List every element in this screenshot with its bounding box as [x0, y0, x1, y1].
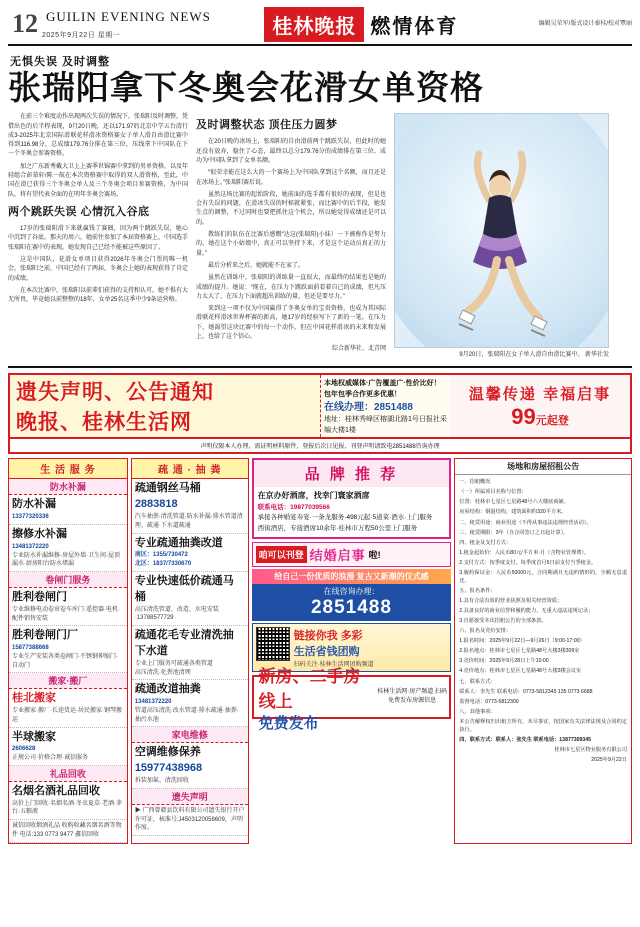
article-paragraph: 来到这一项不仅为中国赢得了冬奥女单的宝贵资格，也成为其国际滑联花样滑冰世界杯赛的新高，她17岁的经验写下了新的一笔。在压力下，她渴望这块比赛中的每一个动作，但在中国花样滑冰的未来和发展上，也给了这个信心。	[196, 306, 386, 340]
classified-column-promotions	[252, 458, 452, 843]
page-folio: 12	[12, 9, 38, 38]
lead-article	[8, 46, 632, 368]
classified-ad[interactable]	[132, 680, 248, 727]
group-buy-note: 扫码关注·桂林生活网团购频道	[293, 662, 374, 669]
ad-title: 专业疏通抽粪改道	[134, 536, 223, 549]
brand-line-1: 在京办好酒席，找幸门寰家酒席	[257, 491, 370, 501]
classified-ad[interactable]	[9, 782, 127, 820]
ad-note: 专业防水补漏维修·房屋外墙·卫生间·屋顶漏水·厨房阳台防水堵漏	[12, 552, 120, 568]
notice-paragraph: 4.竞价地点：桂林市七星区七星路48号大楼3楼会议室	[459, 668, 582, 675]
notice-footer-contact: 四、联系方式：联系人：张先生 联系电话：13877309345	[459, 736, 592, 743]
notice-paragraph: 监督电话：0773-5812300	[459, 698, 519, 705]
classified-column-drainage	[131, 458, 249, 843]
classified-section	[8, 458, 632, 843]
ad-note: 正规公司·价格合理·诚信服务	[12, 755, 88, 762]
notice-body	[455, 475, 631, 769]
marriage-tag: 咱可以刊登	[256, 546, 307, 563]
subcategory-gift-recycling: 礼品回收	[9, 766, 127, 782]
banner-line-1: 遗失声明、公告通知	[16, 381, 214, 405]
public-notice-column	[454, 458, 632, 843]
notice-paragraph: 三、租赁期限：3年（自合同签订之日起计算）。	[459, 529, 569, 536]
notice-paragraph: 四、租金及支付方式：	[459, 539, 512, 546]
marriage-suffix: 啦!	[368, 550, 381, 561]
ad-note: 专业上门服务可疏通各类管道	[134, 660, 213, 667]
banner-subnote: 声明仅限本人办理，需证明材料原件，登报后次日见报，刊登声明请致电2851488咨询办理	[8, 439, 632, 454]
marriage-title: 结婚启事	[309, 548, 366, 564]
ad-note: 高压清洗管道、改造、水电安装·13788577729	[134, 606, 219, 622]
notice-paragraph: 一、招租概况	[459, 479, 491, 486]
classified-ad[interactable]	[132, 626, 248, 680]
housing-promo-note: 桂林生活网·房产频道 扫码免费发布房源信息	[377, 689, 447, 705]
banner-benefit-2: 包年包季合作更多优惠！	[324, 390, 401, 398]
ad-note: 高压清洗·化粪池清理	[134, 669, 191, 676]
subcategory-moving: 搬家·搬厂	[9, 673, 127, 689]
ad-phone: 13481372220	[12, 543, 49, 550]
article-body	[8, 113, 632, 360]
group-buy-line-2: 生活省钱团购	[293, 646, 360, 659]
article-headline: 张瑞阳拿下冬奥会花滑女单资格	[8, 71, 484, 107]
notice-footer-date: 2025年9月22日	[591, 757, 628, 764]
notice-paragraph: （一）所属项目名称与位置：	[459, 489, 527, 496]
ad-title: 空调维修保养15977438968	[134, 746, 203, 775]
ad-title: 专业快速低价疏通马桶	[134, 574, 234, 603]
ad-title: 名烟名酒礼品回收	[12, 784, 100, 797]
ad-title: 疏通改道抽粪	[134, 683, 201, 696]
article-paragraph: 教练们的队伍在比赛后感慨“达这(张瑞阳)小妹）一下被称作是努力的。她在这个小姑娘中，真正可以坚持下来，才是这个运动员真正的力量。”	[196, 232, 386, 257]
article-paragraph: 在前三个难度动作出现两次失误的情况下，张瑞阳及时调整，凭借出色的后半程表现，9月20日晚，还以171.97的北京中学五台湾行成3-2025年北京国际滑联花样滑冰资格赛女子单人滑自由滑比赛中得到116.98分，总成绩179.76分排在第三位，压线拿下中国队在下一个冬奥会参赛资格。	[8, 114, 189, 158]
article-column-1	[8, 113, 188, 360]
ad-phone: 2606628	[12, 746, 36, 753]
category-header-life-services: 生 活 服 务	[9, 459, 127, 479]
photo-caption: 9月20日，张瑞阳在女子单人滑自由滑比赛中。 新华社发	[459, 352, 609, 359]
notice-paragraph: 1.租金起始价：人民币80元/平方米·月（含物业管理费）。	[459, 549, 590, 556]
ad-note: 管道高压清洗·改水管道·排水疏通·抽粪·抽污水池	[134, 707, 239, 723]
notice-paragraph: 位置：桂林市七星区七星路48号六大楼底商铺。	[459, 499, 569, 506]
article-paragraph: “很荣幸能在这么大的一个赛场上为中国队拿到这个名额，而且还是在冰场上。”张瑞阳赛后说。	[196, 170, 386, 186]
banner-online-number[interactable]: 在线办理：2851488	[324, 402, 413, 414]
banner-right	[450, 375, 630, 437]
banner-middle	[320, 375, 450, 437]
article-photo-column	[394, 113, 609, 360]
subcategory-loss-declaration: 遗失声明	[132, 789, 248, 805]
housing-promo-left	[254, 662, 375, 733]
ad-title: 桂北搬家	[12, 692, 56, 705]
notice-paragraph: 1.报名时间：2025年9月22日—9月26日（9:00-17:00）	[459, 638, 585, 645]
ad-title: 胜利卷闸门厂	[12, 629, 78, 642]
classified-ad[interactable]	[9, 689, 127, 727]
brand-recommendation-ad[interactable]	[252, 458, 452, 539]
ad-phone: 北区：1837/7330670	[134, 561, 192, 568]
ad-title: 疏通花毛专业清洗抽下水道	[134, 629, 234, 658]
article-paragraph: 这是中国队，花滑女单项目获得2026年冬奥会门票的唯一机会，张瑞阳之前，中国已经有了两届，冬奥会上她的表现获得了肯定的成绩。	[8, 256, 189, 282]
brand-recommendation-title: 品 牌 推 荐	[254, 460, 450, 487]
brand-recommendation-body	[254, 487, 450, 537]
article-subhead-1: 两个跳跃失误 心情沉入谷底	[8, 205, 150, 218]
article-paragraph: 在本次比赛中，张瑞阳以前辈们获得的支持和认可，她不惧有大无所畏，毕竟她以前整整的18年，女单25名这季中少9条运营格。	[8, 287, 189, 304]
classified-ad[interactable]	[9, 626, 127, 673]
newspaper-english-name: GUILIN EVENING NEWS	[46, 8, 211, 24]
brand-line-2[interactable]: 联系电话：19877039566	[257, 504, 330, 512]
notice-paragraph: 五、报名条件：	[459, 587, 496, 594]
article-source: 综合新华社、北青网	[331, 346, 386, 353]
figure-skater-illustration	[427, 142, 577, 342]
hotline-label: 在线咨询办理：	[323, 587, 380, 597]
classified-ad[interactable]	[9, 728, 127, 766]
notice-paragraph: 六、报名及竞价安排：	[459, 628, 512, 635]
notice-paragraph: 2.具备良好的商业信誉和履约能力，无重大违法违规记录；	[459, 608, 594, 615]
ad-note: 诚信回收烟酒礼品 收购收藏名烟名酒等物件 电话:133 0773 9477 鑫信回收	[12, 823, 122, 838]
classified-ad[interactable]	[132, 572, 248, 626]
ad-note: 汽车抽粪·清洗管道·防水补漏·排水管道清理、疏通·下水道疏通	[134, 514, 243, 529]
classified-ad[interactable]	[132, 534, 248, 572]
classified-ad[interactable]	[9, 525, 127, 572]
banner-benefit-1: 本地权威媒体·广告覆盖广·性价比好！	[324, 380, 441, 388]
marriage-announcement-bar[interactable]	[252, 542, 452, 567]
ad-note: 专业搬家·搬厂·长途货运·居民搬家·钢琴搬运	[12, 708, 122, 723]
ad-title: 胜利卷闸门	[12, 590, 67, 603]
ad-note: 拆装加氟、清洗回收	[134, 778, 189, 785]
housing-promo-line-2: 免费发布	[258, 714, 319, 732]
notice-footer-company: 桂林市七星区物业服务有限公司	[554, 746, 628, 753]
category-header-drainage: 疏 通 · 抽 粪	[132, 459, 248, 479]
article-subhead-2: 及时调整状态 顶住压力圆梦	[196, 119, 338, 132]
qr-code-icon[interactable]	[256, 627, 290, 661]
article-photo	[394, 113, 609, 348]
masthead-credits: 编辑吴荣军/版式设计秦桂/校对覃丽	[538, 20, 632, 27]
article-kicker: 无惧失误 及时调整	[10, 56, 111, 68]
group-buy-line-1: 链接你我 多彩	[293, 630, 363, 643]
ad-title: 擦修水补漏	[12, 527, 67, 540]
classified-banner-ad[interactable]	[8, 373, 632, 439]
masthead-center	[211, 7, 512, 42]
article-column-2	[196, 113, 386, 360]
ad-title: 半球搬家	[12, 730, 56, 743]
article-paragraph: 最后分析来之后，她就能不在家了。	[208, 262, 305, 269]
housing-promo-line-1: 新房、二手房线上	[258, 666, 361, 711]
ad-title: 疏通钢丝马桶 2883818	[134, 482, 201, 511]
notice-paragraph: 本公告解释权归出租方所有。未尽事宜，按国家有关法律法规及合同约定执行。	[459, 718, 628, 733]
section-title: 燃情体育	[370, 15, 459, 38]
classified-column-life-services	[8, 458, 128, 843]
hotline-block[interactable]	[252, 584, 452, 621]
notice-paragraph: 联系人：李先生 联系电话：0773-5812345 135 0773 6688	[459, 688, 593, 695]
notice-paragraph: 八、其他事项：	[459, 708, 496, 715]
notice-paragraph: 3.履约保证金：人民币50000元，合同期满且无违约情形的，全额无息退还。	[459, 569, 628, 584]
classified-ad[interactable]	[9, 588, 127, 626]
notice-title: 场地和房屋招租公告	[455, 459, 631, 475]
banner-address: 地址：桂林秀峰区榕湖北路1号日报社采编大楼1楼	[324, 416, 447, 434]
masthead-left	[42, 9, 211, 40]
notice-paragraph: 房屋结构：钢混结构，建筑面积约320平方米。	[459, 509, 567, 516]
banner-price: 99元起登	[511, 403, 569, 429]
ad-note: 高价上门回收·名烟名酒·冬虫夏草·老酒·茅台·五粮液	[12, 800, 122, 816]
notice-paragraph: 3.竞价时间：2025年9月28日上午10:00	[459, 658, 549, 665]
notice-paragraph: 七、联系方式：	[459, 678, 496, 685]
ad-note: ▶ 广西曾赣县饮料有限公司遗失银行开户许可证，核准号:J4503120058609，声明作废。	[134, 807, 245, 832]
subcategory-rolling-door: 卷闸门服务	[9, 572, 127, 588]
subcategory-waterproofing: 防水补漏	[9, 479, 127, 495]
ad-phone: 南区：1355/730472	[134, 552, 188, 559]
banner-left	[10, 375, 320, 437]
classified-ad[interactable]	[9, 820, 127, 842]
article-paragraph: 加之广东新秀戴大卫上上赛季世锦赛中拿到的男单资格，以及年轻组合彭慕轩/陈一航在本次资格赛中取得的双人滑资格，至此，中国在滑已获得三个冬奥会单人及三个冬奥会项目参赛资格，为中国队，将有望代表全面的在明年冬奥会赛场。	[8, 163, 189, 198]
housing-promo-ad[interactable]	[252, 666, 452, 732]
article-paragraph: 虽然在训练中，张瑞阳的训练量一直很大，而最终的结果也是她的成绩的提升。她说：“现在，在压力下跳跃面前看着自己的成绩，但凡压力太大了，在压力下面就超出训练的量，但还是要尽力。”	[196, 275, 386, 300]
notice-paragraph: 2.支付方式：按季度支付，每季度首月5日前支付当季租金。	[459, 559, 597, 566]
banner-line-2: 晚报、桂林生活网	[16, 411, 192, 435]
classified-ad[interactable]	[132, 479, 248, 533]
classified-ad[interactable]	[132, 805, 248, 836]
subcategory-appliance-repair: 家电维修	[132, 727, 248, 743]
classified-ad[interactable]	[132, 743, 248, 789]
notice-paragraph: 二、租赁用途：商业用途（不得从事违法违规经营活动）。	[459, 519, 592, 526]
ad-phone: 15877388668	[12, 645, 49, 652]
notice-paragraph: 3.自愿接受本次招租公告的全部条款。	[459, 618, 547, 625]
banner-slogan: 温馨传递 幸福启事	[468, 385, 612, 403]
notice-paragraph: 1.具有合法有效的营业执照及相关经营资质；	[459, 598, 563, 605]
brand-line-3: 承接各种婚宴寿宴·一条龙服务·498元起·5道菜·酒水·上门服务	[257, 514, 433, 522]
newspaper-logo: 桂林晚报	[264, 7, 364, 42]
marriage-ribbon-slogan: 给自己一份优质的浪漫 复古又新潮的仪式感	[252, 569, 452, 584]
ad-title: 防水补漏	[12, 498, 56, 511]
publication-date: 2025年9月22日 星期一	[42, 31, 121, 39]
article-paragraph: 在20日晚的冰场上，张瑞阳的自由滑前两个跳跃失误，但此时的她还没有放弃，稳住了心态，最终以总分179.76分的成绩排在第三位，成功为中国队拿到了女单名额。	[196, 139, 386, 164]
ad-phone: 13377320336	[12, 514, 49, 521]
brand-line-4: 西街酒店，专接酒席10余年·桂林市万程50公里上门服务	[257, 524, 418, 532]
article-paragraph: 虽然这场比赛的起始阶段，她前面的选手都有很好的表现，但是也会有失误的问题，在滑冰失误的时候就紧张，而比赛中的后半段，她发生点的调整，不过同时也要把抓住这个机会，所以她觉得成绩还是可以的。	[196, 191, 386, 226]
article-paragraph: 17岁的张瑞阳滑下来就赢钱了赛圈，因为两个跳跃失误，她心中沉到了谷底。那天的周六，她前往参加了本届资格赛上，中国选手张瑞阳在赛中的表现，她发现自己已经不能被这些原因了。	[8, 226, 189, 251]
hotline-number: 2851488	[310, 597, 392, 619]
notice-paragraph: 2.报名地点：桂林市七星区七星路48号大楼3楼309室	[459, 648, 580, 655]
classified-ad[interactable]	[9, 495, 127, 525]
masthead	[8, 6, 632, 46]
ad-note: 专业维修电动卷帘卷车库门·遥控器·电机·配件销售安装	[12, 606, 120, 622]
ad-phone: 13481372220	[134, 699, 172, 706]
ad-note: 专业生产安装各类卷闸门·不锈钢伸缩门·自动门	[12, 653, 118, 669]
